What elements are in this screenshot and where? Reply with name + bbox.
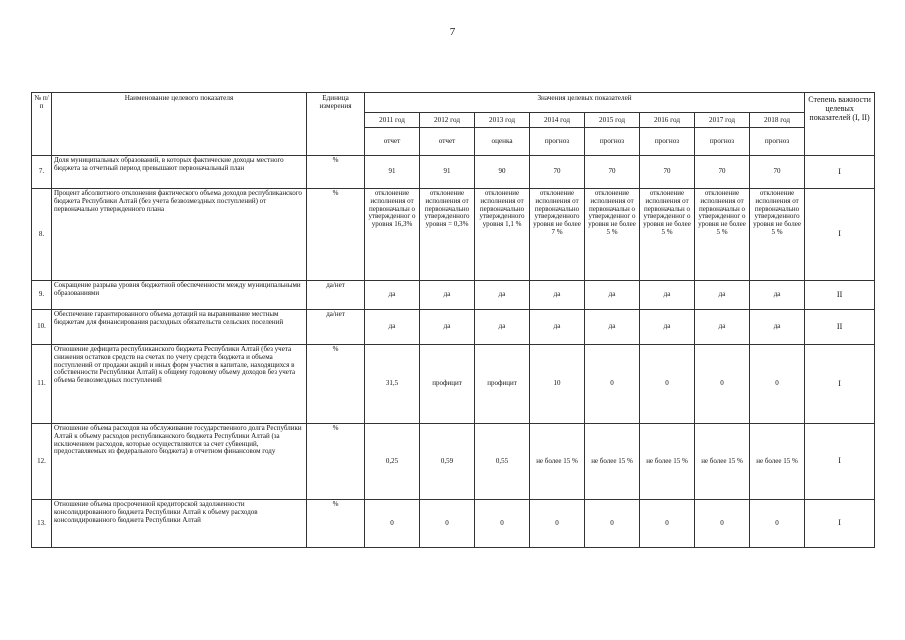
value-cell: отклонение исполнения от первоначальн о утвержденног о уровня не более 5 %	[585, 189, 640, 281]
value-cell: да	[365, 310, 420, 345]
page-number: 7	[449, 26, 456, 38]
header-year-type: прогноз	[530, 128, 585, 156]
value-cell: 0	[640, 345, 695, 424]
row-number: 7.	[32, 156, 52, 189]
row-number: 9.	[32, 281, 52, 310]
value-cell: 0	[750, 345, 805, 424]
value-cell: да	[695, 310, 750, 345]
value-cell: отклонение исполнения от первоначальн о утвержденног о уровня не более 5 %	[640, 189, 695, 281]
value-cell: не более 15 %	[695, 424, 750, 500]
value-cell: 31,5	[365, 345, 420, 424]
value-cell: да	[530, 310, 585, 345]
table-row	[32, 281, 875, 310]
unit-cell: да/нет	[307, 310, 365, 345]
value-cell: да	[640, 281, 695, 310]
table-row	[32, 156, 875, 189]
indicator-name: Доля муниципальных образований, в которых фактические доходы местного бюджета за отчетный период превышают первоначальный план	[52, 156, 307, 189]
value-cell: 0,55	[475, 424, 530, 500]
indicator-name: Отношение объема просроченной кредиторской задолженности консолидированного бюджета Республики Алтай к объему расходов консолидированного бюджета Республики Алтай	[52, 500, 307, 548]
row-number: 10.	[32, 310, 52, 345]
value-cell: 70	[585, 156, 640, 189]
unit-cell: %	[307, 189, 365, 281]
value-cell: отклонение исполнения от первоначально утвержденного уровня не более 5 %	[750, 189, 805, 281]
header-values: Значения целевых показателей	[365, 93, 805, 113]
value-cell: 0	[640, 500, 695, 548]
value-cell: 0	[695, 345, 750, 424]
indicator-name: Процент абсолютного отклонения фактического объема доходов республиканского бюджета Республики Алтай (без учета безвозмездных поступлений) от первоначально утвержденного плана	[52, 189, 307, 281]
value-cell: да	[420, 310, 475, 345]
value-cell: 0	[530, 500, 585, 548]
value-cell: да	[750, 310, 805, 345]
value-cell: да	[585, 281, 640, 310]
unit-cell: %	[307, 424, 365, 500]
header-year: 2012 год	[420, 113, 475, 128]
value-cell: отклонение исполнения от первоначально утвержденного уровня не более 7 %	[530, 189, 585, 281]
value-cell: 70	[695, 156, 750, 189]
value-cell: отклонение исполнения от первоначальн о утвержденног о уровня 16,3%	[365, 189, 420, 281]
table-row	[32, 424, 875, 500]
header-year-type: оценка	[475, 128, 530, 156]
value-cell: отклонение исполнения от первоначальн о утвержденног о уровня не более 5 %	[695, 189, 750, 281]
value-cell: да	[475, 281, 530, 310]
row-number: 11.	[32, 345, 52, 424]
value-cell: да	[530, 281, 585, 310]
target-indicators-table	[31, 92, 875, 548]
value-cell: 0,59	[420, 424, 475, 500]
value-cell: не более 15 %	[530, 424, 585, 500]
value-cell: да	[420, 281, 475, 310]
table-row	[32, 189, 875, 281]
unit-cell: да/нет	[307, 281, 365, 310]
value-cell: не более 15 %	[750, 424, 805, 500]
value-cell: да	[640, 310, 695, 345]
value-cell: да	[475, 310, 530, 345]
header-unit: Единица измерения	[307, 93, 365, 156]
value-cell: 0	[695, 500, 750, 548]
table-row	[32, 310, 875, 345]
value-cell: 70	[530, 156, 585, 189]
value-cell: отклонение исполнения от первоначально утвержденного уровня = 0,3%	[420, 189, 475, 281]
value-cell: да	[750, 281, 805, 310]
importance-cell: II	[805, 310, 875, 345]
row-number: 13.	[32, 500, 52, 548]
value-cell: 0	[585, 345, 640, 424]
unit-cell: %	[307, 345, 365, 424]
importance-cell: I	[805, 156, 875, 189]
value-cell: да	[585, 310, 640, 345]
value-cell: 0	[750, 500, 805, 548]
importance-cell: I	[805, 345, 875, 424]
importance-cell: I	[805, 424, 875, 500]
header-year-type: прогноз	[750, 128, 805, 156]
indicator-name: Отношение дефицита республиканского бюджета Республики Алтай (без учета снижения остатков средств на счетах по учету средств бюджета и объема поступлений от продажи акций и иных форм участия в капитале, находящихся в собственности Республики Алтай) к общему годовому объему доходов без учета объема безвозмездных поступлений	[52, 345, 307, 424]
header-year: 2011 год	[365, 113, 420, 128]
indicator-name: Обеспечение гарантированного объема дотаций на выравнивание местным бюджетам для финансирования расходных обязательств сельских поселений	[52, 310, 307, 345]
table-row	[32, 500, 875, 548]
value-cell: 91	[365, 156, 420, 189]
value-cell: 0	[475, 500, 530, 548]
header-year-type: прогноз	[585, 128, 640, 156]
value-cell: 0	[585, 500, 640, 548]
value-cell: 10	[530, 345, 585, 424]
unit-cell: %	[307, 500, 365, 548]
header-year-type: отчет	[420, 128, 475, 156]
value-cell: не более 15 %	[640, 424, 695, 500]
importance-cell: II	[805, 281, 875, 310]
value-cell: не более 15 %	[585, 424, 640, 500]
value-cell: да	[365, 281, 420, 310]
header-year-type: отчет	[365, 128, 420, 156]
header-number: № п/п	[32, 93, 52, 156]
header-name: Наименование целевого показателя	[52, 93, 307, 156]
header-year: 2017 год	[695, 113, 750, 128]
value-cell: да	[695, 281, 750, 310]
indicator-name: Сокращение разрыва уровня бюджетной обеспеченности между муниципальными образованиями	[52, 281, 307, 310]
value-cell: 70	[640, 156, 695, 189]
header-year-type: прогноз	[695, 128, 750, 156]
table-row	[32, 345, 875, 424]
row-number: 12.	[32, 424, 52, 500]
importance-cell: I	[805, 189, 875, 281]
row-number: 8.	[32, 189, 52, 281]
header-year: 2018 год	[750, 113, 805, 128]
value-cell: 70	[750, 156, 805, 189]
value-cell: 90	[475, 156, 530, 189]
indicator-name: Отношение объема расходов на обслуживание государственного долга Республики Алтай к объему расходов республиканского бюджета Республики Алтай (за исключением расходов, которые осуществляются за счет субвенций, предоставляемых из федерального бюджета) в отчетном финансовом году	[52, 424, 307, 500]
header-year: 2013 год	[475, 113, 530, 128]
header-year-type: прогноз	[640, 128, 695, 156]
header-year: 2016 год	[640, 113, 695, 128]
value-cell: профицит	[420, 345, 475, 424]
value-cell: отклонение исполнения от первоначально утвержденного уровня 1,1 %	[475, 189, 530, 281]
header-importance: Степень важности целевых показателей (I, II)	[805, 93, 875, 156]
unit-cell: %	[307, 156, 365, 189]
header-year: 2014 год	[530, 113, 585, 128]
value-cell: 91	[420, 156, 475, 189]
importance-cell: I	[805, 500, 875, 548]
header-year: 2015 год	[585, 113, 640, 128]
value-cell: 0,25	[365, 424, 420, 500]
value-cell: 0	[365, 500, 420, 548]
value-cell: 0	[420, 500, 475, 548]
value-cell: профицит	[475, 345, 530, 424]
